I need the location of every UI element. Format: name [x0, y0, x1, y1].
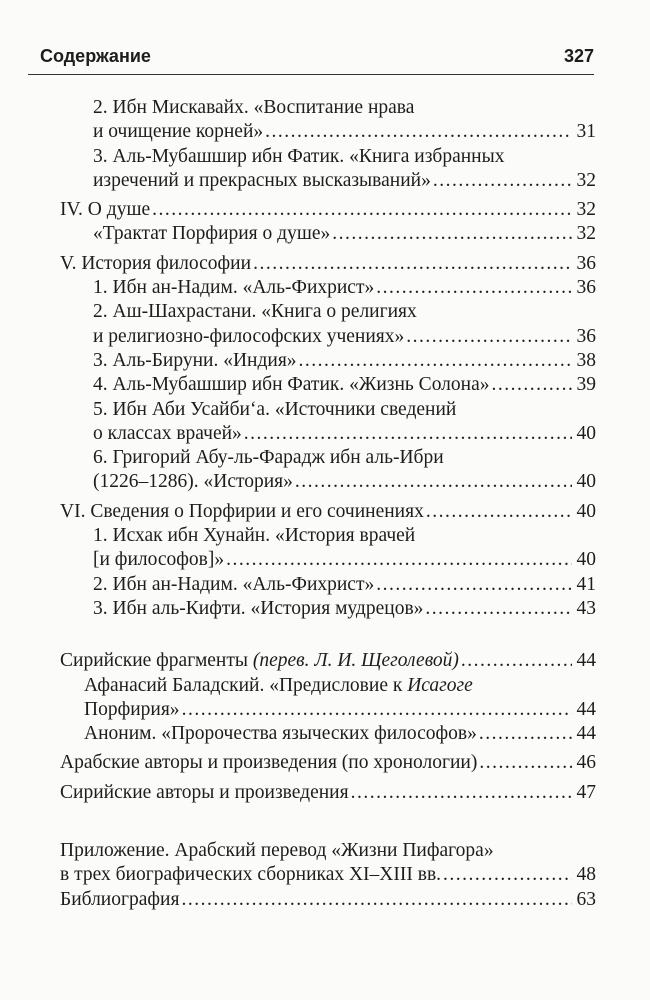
leader-dots	[299, 349, 572, 373]
toc-entry-text: изречений и прекрасных высказываний»	[93, 169, 431, 191]
leader-dots	[181, 888, 572, 912]
toc-page-number: 44	[576, 698, 596, 720]
toc-entry	[40, 839, 596, 888]
toc-entry-text: Порфирия»	[84, 698, 180, 720]
toc-entry-text: Сирийские фрагменты (перев. Л. И. Щеголевой)	[60, 650, 459, 672]
toc-page-number: 46	[576, 752, 596, 774]
toc-entry-text: [и философов]»	[93, 549, 225, 571]
header-title: Содержание	[40, 46, 151, 66]
toc-entry-text: 1. Ибн ан-Надим. «Аль-Фихрист»	[93, 277, 375, 299]
toc-entry	[40, 573, 596, 597]
toc-entry	[40, 888, 596, 912]
toc-entry	[40, 198, 596, 222]
leader-dots	[182, 698, 572, 722]
toc-entry-text: 3. Аль-Бируни. «Индия»	[93, 349, 297, 371]
leader-dots	[376, 573, 572, 597]
toc-page-number: 31	[576, 121, 596, 143]
leader-dots	[433, 169, 572, 193]
toc-entry	[40, 649, 596, 673]
toc-entry	[40, 373, 596, 397]
table-of-contents	[40, 96, 596, 912]
toc-page-number: 48	[576, 864, 596, 886]
toc-entry-text: (1226–1286). «История»	[93, 471, 293, 493]
leader-dots	[443, 863, 572, 887]
toc-entry-text: и очищение корней»	[93, 121, 264, 143]
toc-entry-text: 2. Аш-Шахрастани. «Книга о религиях	[93, 301, 417, 323]
toc-entry-text: в трех биографических сборниках XI–XIII вв.	[60, 864, 442, 886]
toc-page-number: 36	[576, 325, 596, 347]
toc-entry	[40, 500, 596, 524]
toc-entry-text: и религиозно-философских учениях»	[93, 325, 405, 347]
toc-page-number: 40	[576, 471, 596, 493]
toc-page-number: 36	[576, 252, 596, 274]
toc-entry-text: 2. Ибн Мискавайх. «Воспитание нрава	[93, 97, 415, 118]
toc-page-number: 43	[576, 597, 596, 619]
toc-entry-text: 4. Аль-Мубашшир ибн Фатик. «Жизнь Солона»	[93, 374, 490, 396]
toc-entry	[40, 222, 596, 246]
leader-dots	[244, 422, 572, 446]
leader-dots	[426, 500, 572, 524]
toc-page-number: 40	[576, 500, 596, 522]
toc-page-number: 38	[576, 349, 596, 371]
running-header	[28, 44, 594, 75]
toc-entry-text: Сирийские авторы и произведения	[60, 781, 349, 803]
toc-entry-text: Арабские авторы и произведения (по хронологии)	[60, 752, 478, 774]
toc-entry-text: «Трактат Порфирия о душе»	[93, 223, 331, 245]
toc-entry-text: 6. Григорий Абу-ль-Фарадж ибн аль-Ибри	[93, 447, 444, 469]
leader-dots	[295, 470, 572, 494]
toc-page-number: 32	[576, 199, 596, 221]
toc-entry-text: 5. Ибн Аби Усайби‘а. «Источники сведений	[93, 398, 457, 420]
toc-entry	[40, 300, 596, 349]
toc-entry-text: 1. Исхак ибн Хунайн. «История врачей	[93, 525, 416, 547]
leader-dots	[253, 252, 572, 276]
toc-page-number: 44	[576, 650, 596, 672]
leader-dots	[376, 276, 572, 300]
leader-dots	[226, 548, 572, 572]
toc-entry-text: Приложение. Арабский перевод «Жизни Пифагора»	[60, 840, 494, 862]
leader-dots	[265, 120, 572, 144]
toc-page-number: 39	[576, 374, 596, 396]
toc-entry-text: Аноним. «Пророчества языческих философов»	[84, 723, 477, 745]
toc-entry	[40, 597, 596, 621]
toc-entry	[40, 398, 596, 447]
toc-entry-text: Афанасий Баладский. «Предисловие к Исагоге	[84, 674, 473, 696]
leader-dots	[332, 222, 572, 246]
toc-entry	[40, 722, 596, 746]
toc-entry	[40, 751, 596, 775]
toc-page-number: 41	[576, 573, 596, 595]
toc-entry	[40, 781, 596, 805]
toc-entry-text: 3. Ибн аль-Кифти. «История мудрецов»	[93, 597, 424, 619]
toc-page-number: 63	[576, 888, 596, 910]
toc-entry-text: VI. Сведения о Порфирии и его сочинениях	[60, 500, 424, 522]
toc-page-number: 32	[576, 169, 596, 191]
toc-entry-text: IV. О душе	[60, 199, 151, 221]
leader-dots	[351, 781, 572, 805]
toc-page-number: 40	[576, 422, 596, 444]
leader-dots	[461, 649, 572, 673]
toc-entry-text: V. История философии	[60, 252, 252, 274]
toc-page-number: 32	[576, 223, 596, 245]
toc-entry-text: 3. Аль-Мубашшир ибн Фатик. «Книга избранных	[93, 145, 505, 167]
leader-dots	[406, 325, 572, 349]
toc-entry	[40, 674, 596, 723]
toc-entry	[40, 276, 596, 300]
leader-dots	[492, 373, 572, 397]
toc-entry	[40, 96, 596, 145]
toc-page-number: 36	[576, 277, 596, 299]
toc-entry	[40, 349, 596, 373]
toc-entry	[40, 524, 596, 573]
leader-dots	[425, 597, 572, 621]
toc-page-number: 44	[576, 723, 596, 745]
leader-dots	[479, 751, 572, 775]
toc-entry	[40, 252, 596, 276]
toc-entry	[40, 145, 596, 194]
toc-entry-text: Библиография	[60, 888, 180, 910]
toc-entry	[40, 446, 596, 495]
leader-dots	[152, 198, 572, 222]
toc-page-number: 40	[576, 549, 596, 571]
leader-dots	[479, 722, 572, 746]
toc-entry-text: о классах врачей»	[93, 422, 242, 444]
toc-entry-text: 2. Ибн ан-Надим. «Аль-Фихрист»	[93, 573, 375, 595]
toc-page-number: 47	[576, 781, 596, 803]
page-number: 327	[563, 46, 594, 66]
